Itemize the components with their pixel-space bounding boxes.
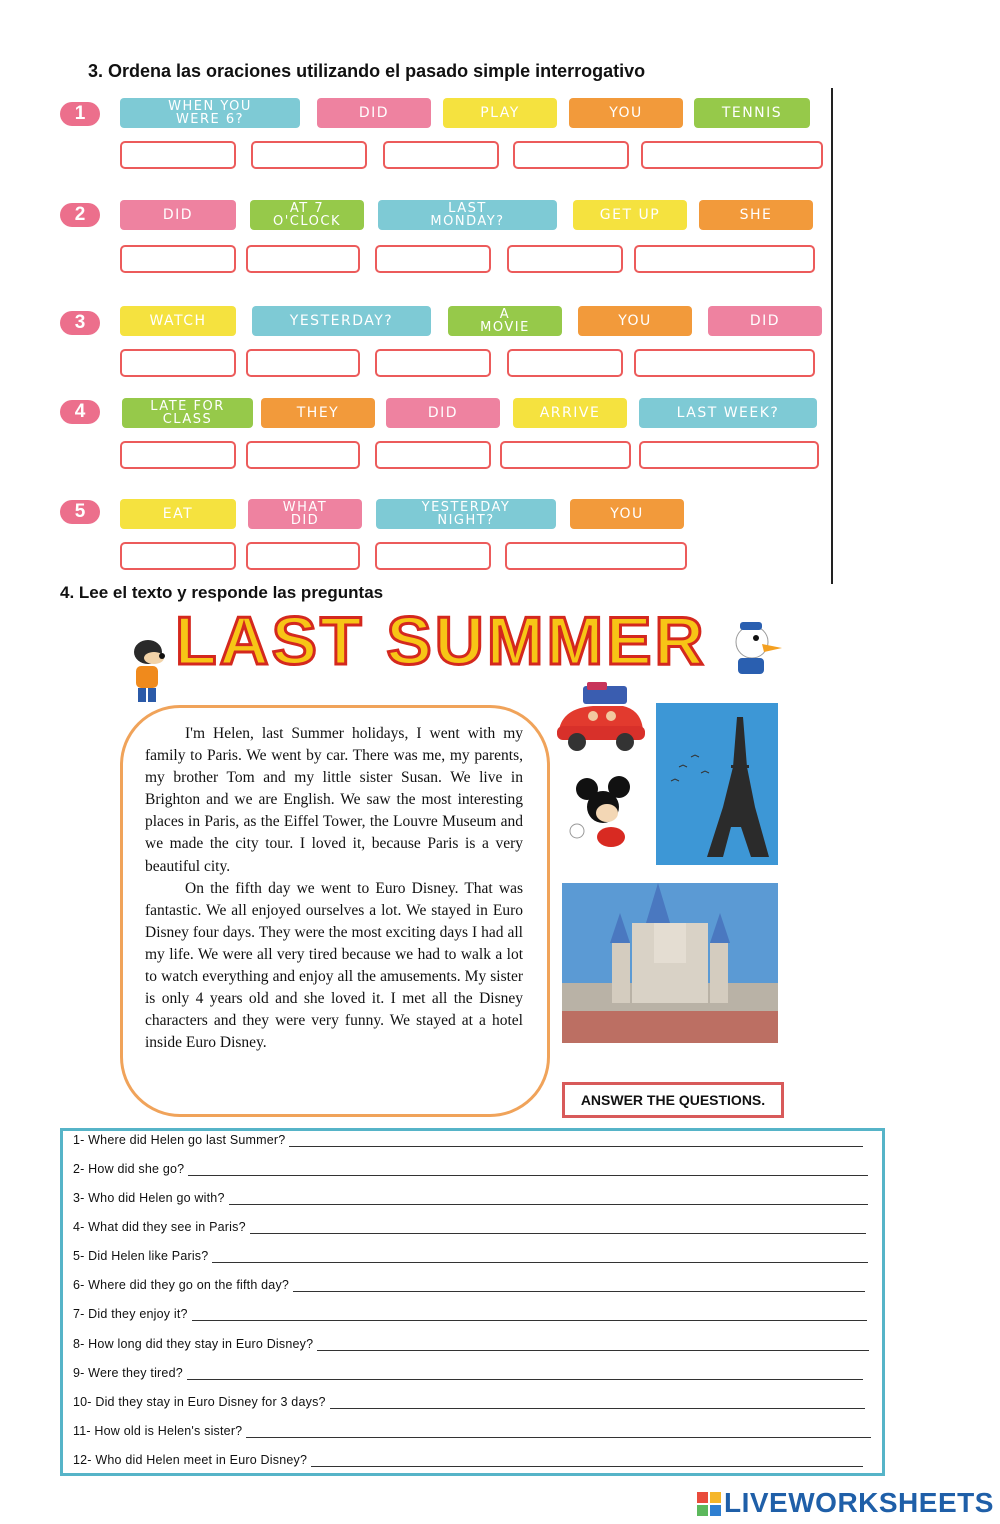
answer-box[interactable] <box>120 441 236 469</box>
word-chip[interactable]: DID <box>317 98 431 128</box>
word-chip[interactable]: DID <box>708 306 822 336</box>
question-text: 1- Where did Helen go last Summer? <box>73 1133 286 1147</box>
section-4-heading: 4. Lee el texto y responde las preguntas <box>60 583 384 602</box>
answer-questions-label: ANSWER THE QUESTIONS. <box>562 1082 784 1118</box>
answer-box[interactable] <box>251 141 367 169</box>
word-chip[interactable]: YOU <box>578 306 692 336</box>
question-item[interactable] <box>73 1162 868 1176</box>
word-chip[interactable]: SHE <box>699 200 813 230</box>
row-number-2: 2 <box>60 203 100 227</box>
question-text: 5- Did Helen like Paris? <box>73 1249 209 1263</box>
answer-line[interactable] <box>188 1164 868 1176</box>
word-chip[interactable]: THEY <box>261 398 375 428</box>
mickey-illustration <box>567 775 637 853</box>
question-text: 4- What did they see in Paris? <box>73 1220 246 1234</box>
answer-box[interactable] <box>375 542 491 570</box>
question-text: 8- How long did they stay in Euro Disney? <box>73 1337 314 1351</box>
question-item[interactable] <box>73 1191 868 1205</box>
word-chip[interactable]: WATCH <box>120 306 236 336</box>
word-chip[interactable]: LAST WEEK? <box>639 398 817 428</box>
question-item[interactable] <box>73 1278 865 1292</box>
story-paragraph: I'm Helen, last Summer holidays, I went with my family to Paris. We went by car. There was me, my parents, my brother Tom and my little sister Susan. We live in Brighton and we are English. We saw the most interesting places in Paris, as the Eiffel Tower, the Louvre Museum and we made the city tour. I loved it, because Paris is a very beautiful city. <box>145 725 523 875</box>
answer-line[interactable] <box>212 1251 868 1263</box>
answer-box[interactable] <box>375 349 491 377</box>
vertical-divider <box>831 88 833 584</box>
answer-line[interactable] <box>246 1426 871 1438</box>
answer-line[interactable] <box>250 1222 866 1234</box>
question-text: 3- Who did Helen go with? <box>73 1191 225 1205</box>
row-number-5: 5 <box>60 500 100 524</box>
answer-line[interactable] <box>330 1397 865 1409</box>
word-chip[interactable]: DID <box>120 200 236 230</box>
word-chip[interactable]: YESTERDAY NIGHT? <box>376 499 556 529</box>
word-chip[interactable]: ARRIVE <box>513 398 627 428</box>
row-number-4: 4 <box>60 400 100 424</box>
answer-line[interactable] <box>187 1368 863 1380</box>
story-text <box>145 723 523 1054</box>
liveworksheets-brand[interactable]: LIVEWORKSHEETS <box>724 1487 994 1518</box>
word-chip[interactable]: LATE FOR CLASS <box>122 398 253 428</box>
answer-box[interactable] <box>634 245 815 273</box>
answer-box[interactable] <box>383 141 499 169</box>
word-chip[interactable]: YOU <box>570 499 684 529</box>
answer-box[interactable] <box>246 441 360 469</box>
answer-box[interactable] <box>246 349 360 377</box>
word-chip[interactable]: DID <box>386 398 500 428</box>
question-item[interactable] <box>73 1307 867 1321</box>
section-3-heading: 3. Ordena las oraciones utilizando el pasado simple interrogativo <box>88 61 646 81</box>
answer-box[interactable] <box>639 441 819 469</box>
answer-box[interactable] <box>120 349 236 377</box>
word-chip[interactable]: AT 7 O'CLOCK <box>250 200 364 230</box>
word-chip[interactable]: TENNIS <box>694 98 810 128</box>
question-text: 12- Who did Helen meet in Euro Disney? <box>73 1453 308 1467</box>
question-item[interactable] <box>73 1395 865 1409</box>
question-text: 7- Did they enjoy it? <box>73 1307 188 1321</box>
question-text: 6- Where did they go on the fifth day? <box>73 1278 290 1292</box>
question-text: 2- How did she go? <box>73 1162 185 1176</box>
disney-castle-photo <box>562 883 778 1043</box>
eiffel-tower-photo <box>651 697 779 865</box>
word-chip[interactable]: LAST MONDAY? <box>378 200 557 230</box>
answer-line[interactable] <box>289 1135 863 1147</box>
question-item[interactable] <box>73 1220 866 1234</box>
word-chip[interactable]: EAT <box>120 499 236 529</box>
answer-line[interactable] <box>293 1280 865 1292</box>
goofy-illustration <box>118 630 180 706</box>
question-item[interactable] <box>73 1453 863 1467</box>
story-paragraph: On the fifth day we went to Euro Disney. That was fantastic. We all enjoyed ourselves a lot. We stayed in Euro Disney four days. They were the most exciting days I had all my life. We were all very tired because we had to walk a lot to watch everything and enjoy all the amusements. My sister is only 4 years old and she loved it. I met all the Disney characters and they were very funny. We stayed at a hotel inside Euro Disney. <box>145 879 523 1052</box>
answer-box[interactable] <box>641 141 823 169</box>
question-text: 10- Did they stay in Euro Disney for 3 days? <box>73 1395 326 1409</box>
answer-box[interactable] <box>500 441 631 469</box>
word-chip[interactable]: A MOVIE <box>448 306 562 336</box>
question-item[interactable] <box>73 1133 863 1147</box>
word-chip[interactable]: WHEN YOU WERE 6? <box>120 98 300 128</box>
answer-box[interactable] <box>505 542 687 570</box>
question-text: 11- How old is Helen's sister? <box>73 1424 243 1438</box>
answer-line[interactable] <box>311 1455 863 1467</box>
story-title: LAST SUMMER <box>175 603 707 679</box>
word-chip[interactable]: WHAT DID <box>248 499 362 529</box>
answer-box[interactable] <box>375 441 491 469</box>
answer-box[interactable] <box>246 542 360 570</box>
answer-box[interactable] <box>246 245 360 273</box>
word-chip[interactable]: GET UP <box>573 200 687 230</box>
answer-line[interactable] <box>229 1193 868 1205</box>
question-item[interactable] <box>73 1249 868 1263</box>
answer-box[interactable] <box>513 141 629 169</box>
answer-box[interactable] <box>375 245 491 273</box>
answer-line[interactable] <box>192 1309 867 1321</box>
word-chip[interactable]: PLAY <box>443 98 557 128</box>
answer-box[interactable] <box>120 141 236 169</box>
word-chip[interactable]: YOU <box>569 98 683 128</box>
car-illustration <box>553 682 649 756</box>
answer-box[interactable] <box>120 542 236 570</box>
liveworksheets-logo-icon <box>697 1492 721 1516</box>
question-item[interactable] <box>73 1337 869 1351</box>
row-number-3: 3 <box>60 311 100 335</box>
donald-illustration <box>722 614 788 680</box>
question-item[interactable] <box>73 1366 863 1380</box>
answer-box[interactable] <box>507 245 623 273</box>
row-number-1: 1 <box>60 102 100 126</box>
word-chip[interactable]: YESTERDAY? <box>252 306 431 336</box>
question-item[interactable] <box>73 1424 871 1438</box>
question-text: 9- Were they tired? <box>73 1366 183 1380</box>
answer-box[interactable] <box>507 349 623 377</box>
answer-box[interactable] <box>634 349 815 377</box>
answer-box[interactable] <box>120 245 236 273</box>
answer-line[interactable] <box>317 1339 869 1351</box>
